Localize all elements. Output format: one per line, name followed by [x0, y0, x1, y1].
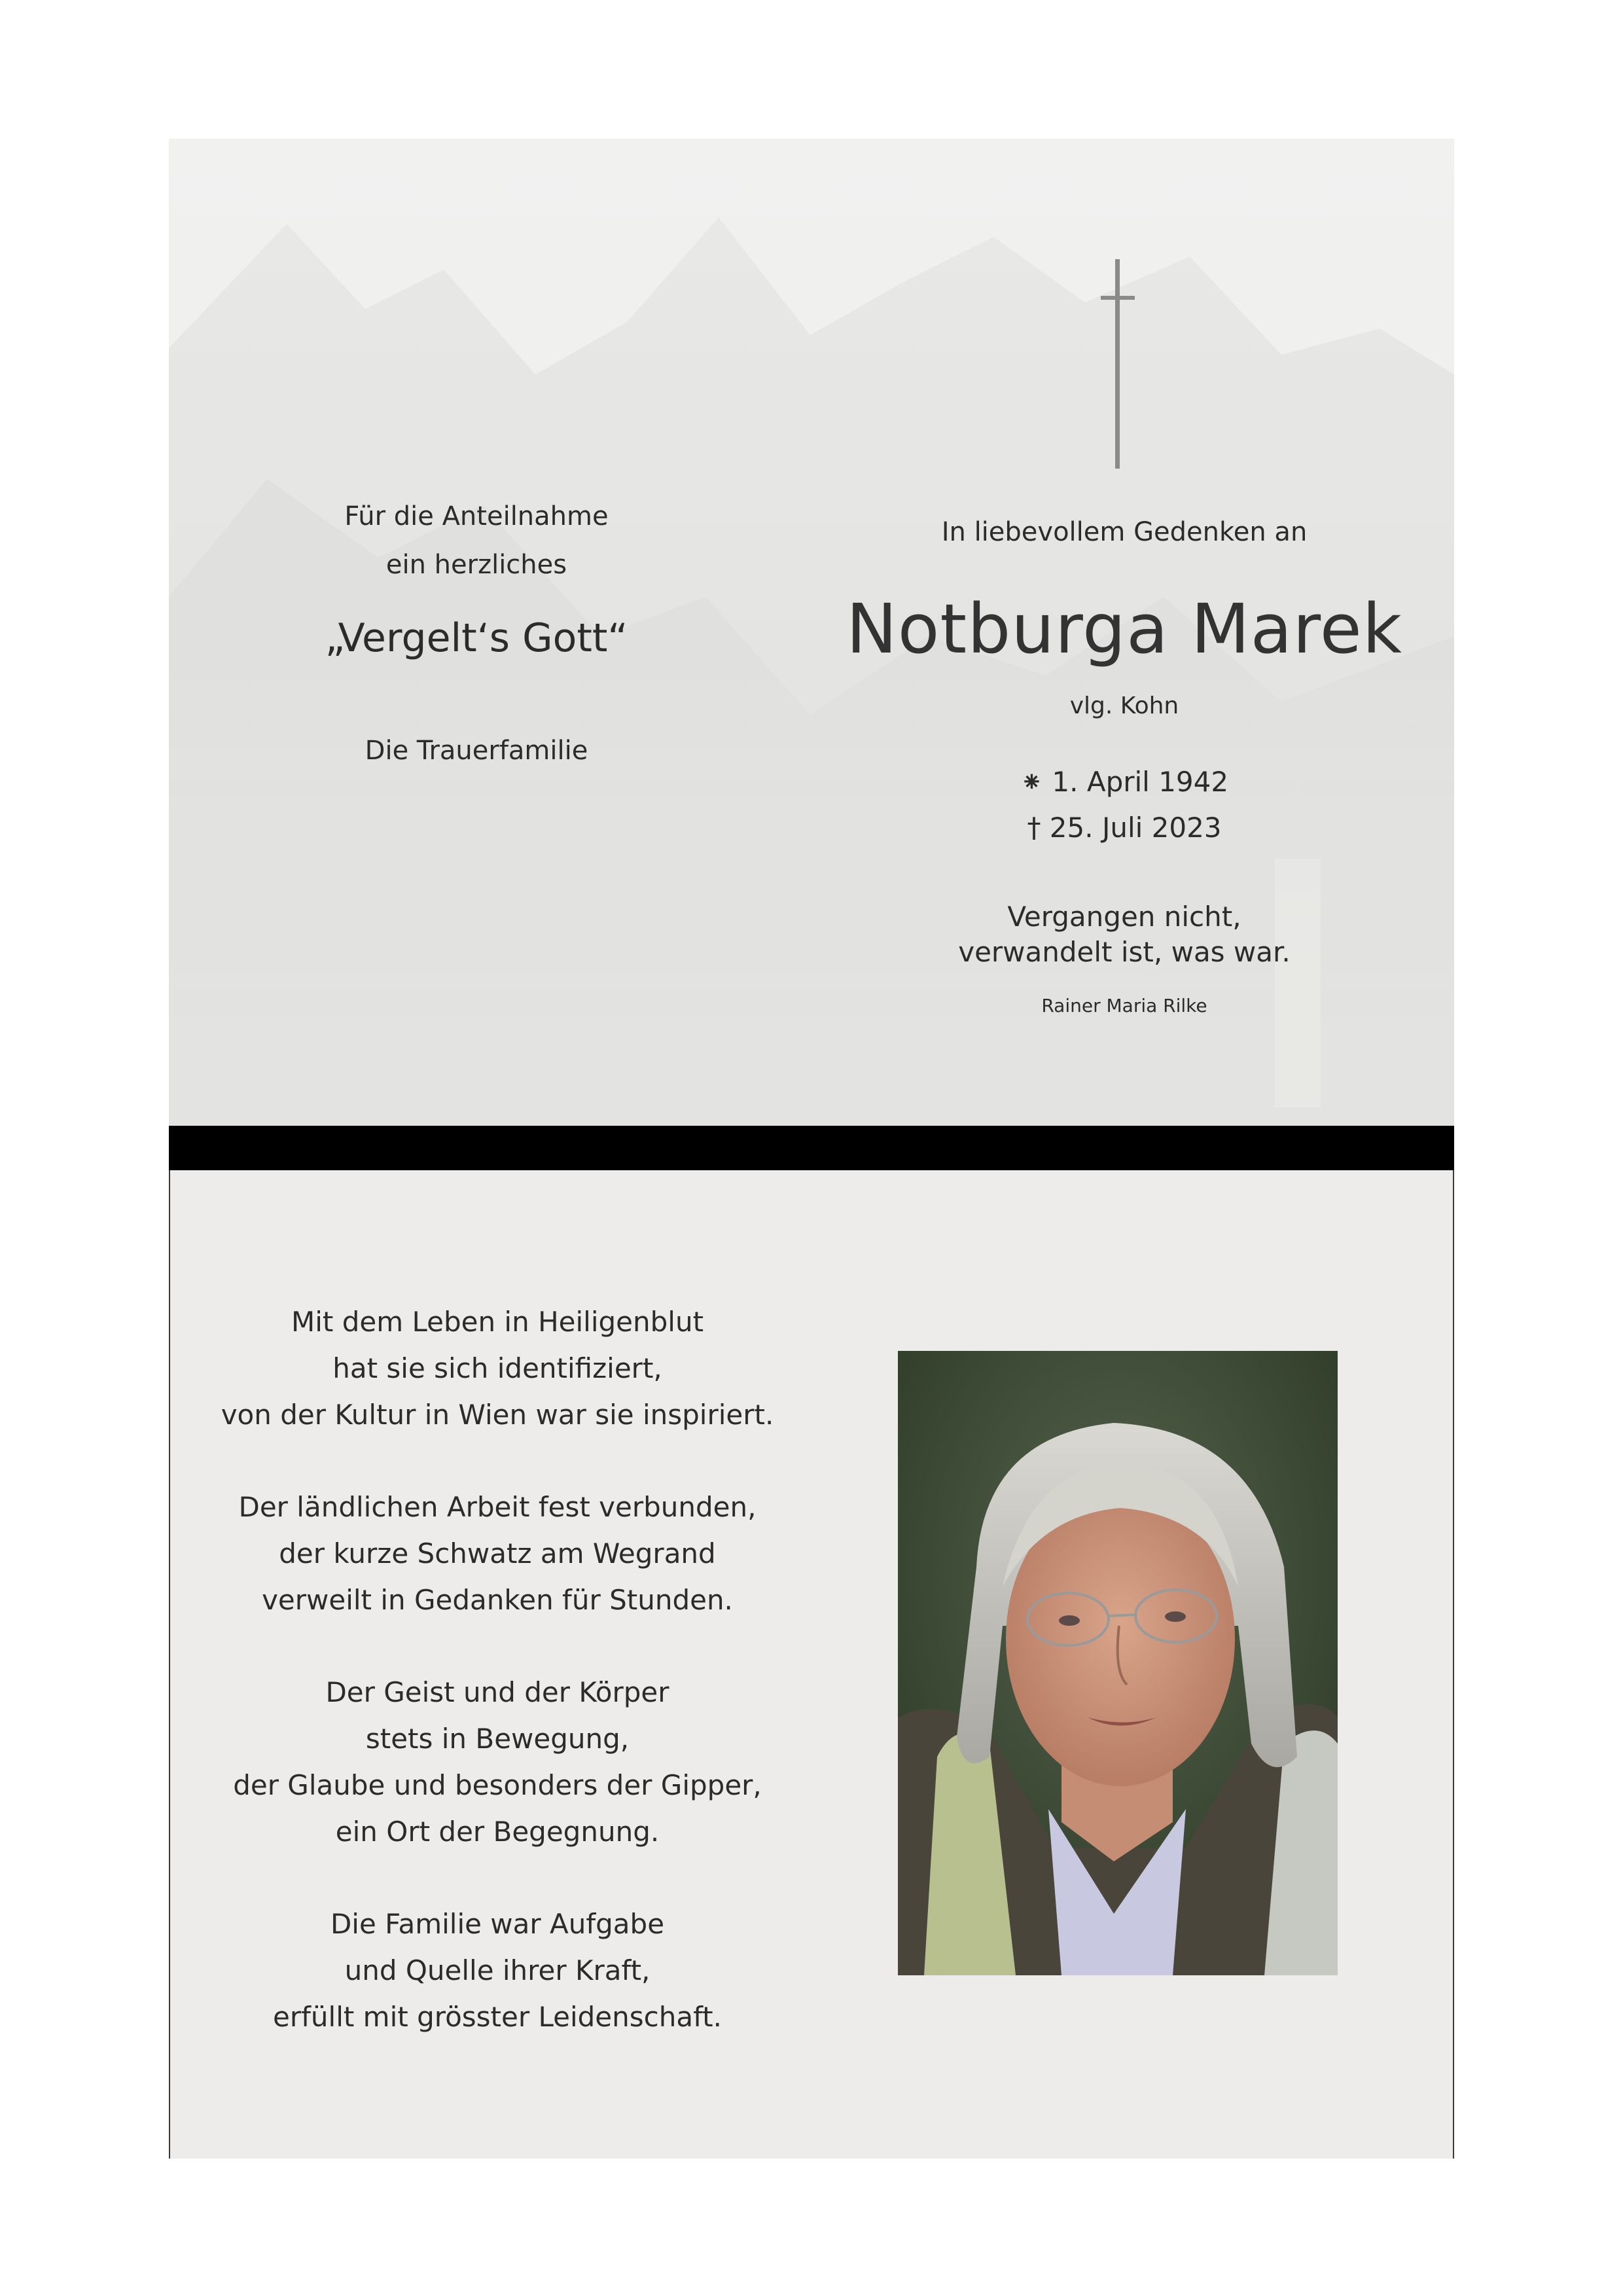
poem-stanza-4: [209, 1901, 785, 2040]
poem-stanza-1: [209, 1299, 785, 1438]
life-dates: [843, 759, 1406, 851]
family-signature: Die Trauerfamilie: [365, 736, 588, 766]
death-date: † 25. Juli 2023: [1027, 812, 1222, 844]
poem-line: und Quelle ihrer Kraft,: [344, 1954, 651, 1986]
poem-stanza-2: [209, 1484, 785, 1623]
black-divider: [169, 1126, 1454, 1170]
poem-line: stets in Bewegung,: [365, 1723, 630, 1755]
poem-line: ein Ort der Begegnung.: [335, 1816, 660, 1848]
memory-line: In liebevollem Gedenken an: [941, 517, 1308, 547]
cross-icon: [1098, 259, 1137, 469]
poem-line: Der ländlichen Arbeit fest verbunden,: [238, 1491, 757, 1523]
poem: [209, 1299, 785, 2086]
poem-line: der kurze Schwatz am Wegrand: [279, 1537, 716, 1570]
bottom-panel: [169, 1170, 1454, 2159]
alias-line: vlg. Kohn: [1069, 692, 1179, 719]
quote-line-2: verwandelt ist, was war.: [958, 936, 1291, 968]
thanks-text: [234, 492, 719, 589]
poem-line: erfüllt mit grösster Leidenschaft.: [273, 2001, 722, 2033]
portrait-photo: [898, 1351, 1338, 1975]
poem-line: von der Kultur in Wien war sie inspiriert.: [221, 1399, 774, 1431]
poem-stanza-3: [209, 1669, 785, 1855]
deceased-name: Notburga Marek: [846, 589, 1402, 669]
poem-line: Die Familie war Aufgabe: [330, 1908, 665, 1940]
top-panel: [169, 139, 1454, 1126]
vergelt-heading: „Vergelt‘s Gott“: [325, 615, 628, 661]
quote-author: Rainer Maria Rilke: [1041, 995, 1207, 1016]
poem-line: Der Geist und der Körper: [325, 1676, 669, 1708]
poem-line: hat sie sich identifiziert,: [332, 1352, 662, 1384]
thanks-line-1: Für die Anteilnahme: [344, 501, 609, 531]
poem-line: der Glaube und besonders der Gipper,: [233, 1769, 762, 1801]
thanks-line-2: ein herzliches: [385, 550, 567, 580]
quote: [843, 899, 1406, 970]
birth-date: ⁕ 1. April 1942: [1020, 766, 1229, 798]
poem-line: Mit dem Leben in Heiligenblut: [291, 1306, 704, 1338]
poem-line: verweilt in Gedanken für Stunden.: [262, 1584, 733, 1616]
obituary-card: [169, 139, 1454, 2159]
quote-line-1: Vergangen nicht,: [1007, 901, 1241, 933]
